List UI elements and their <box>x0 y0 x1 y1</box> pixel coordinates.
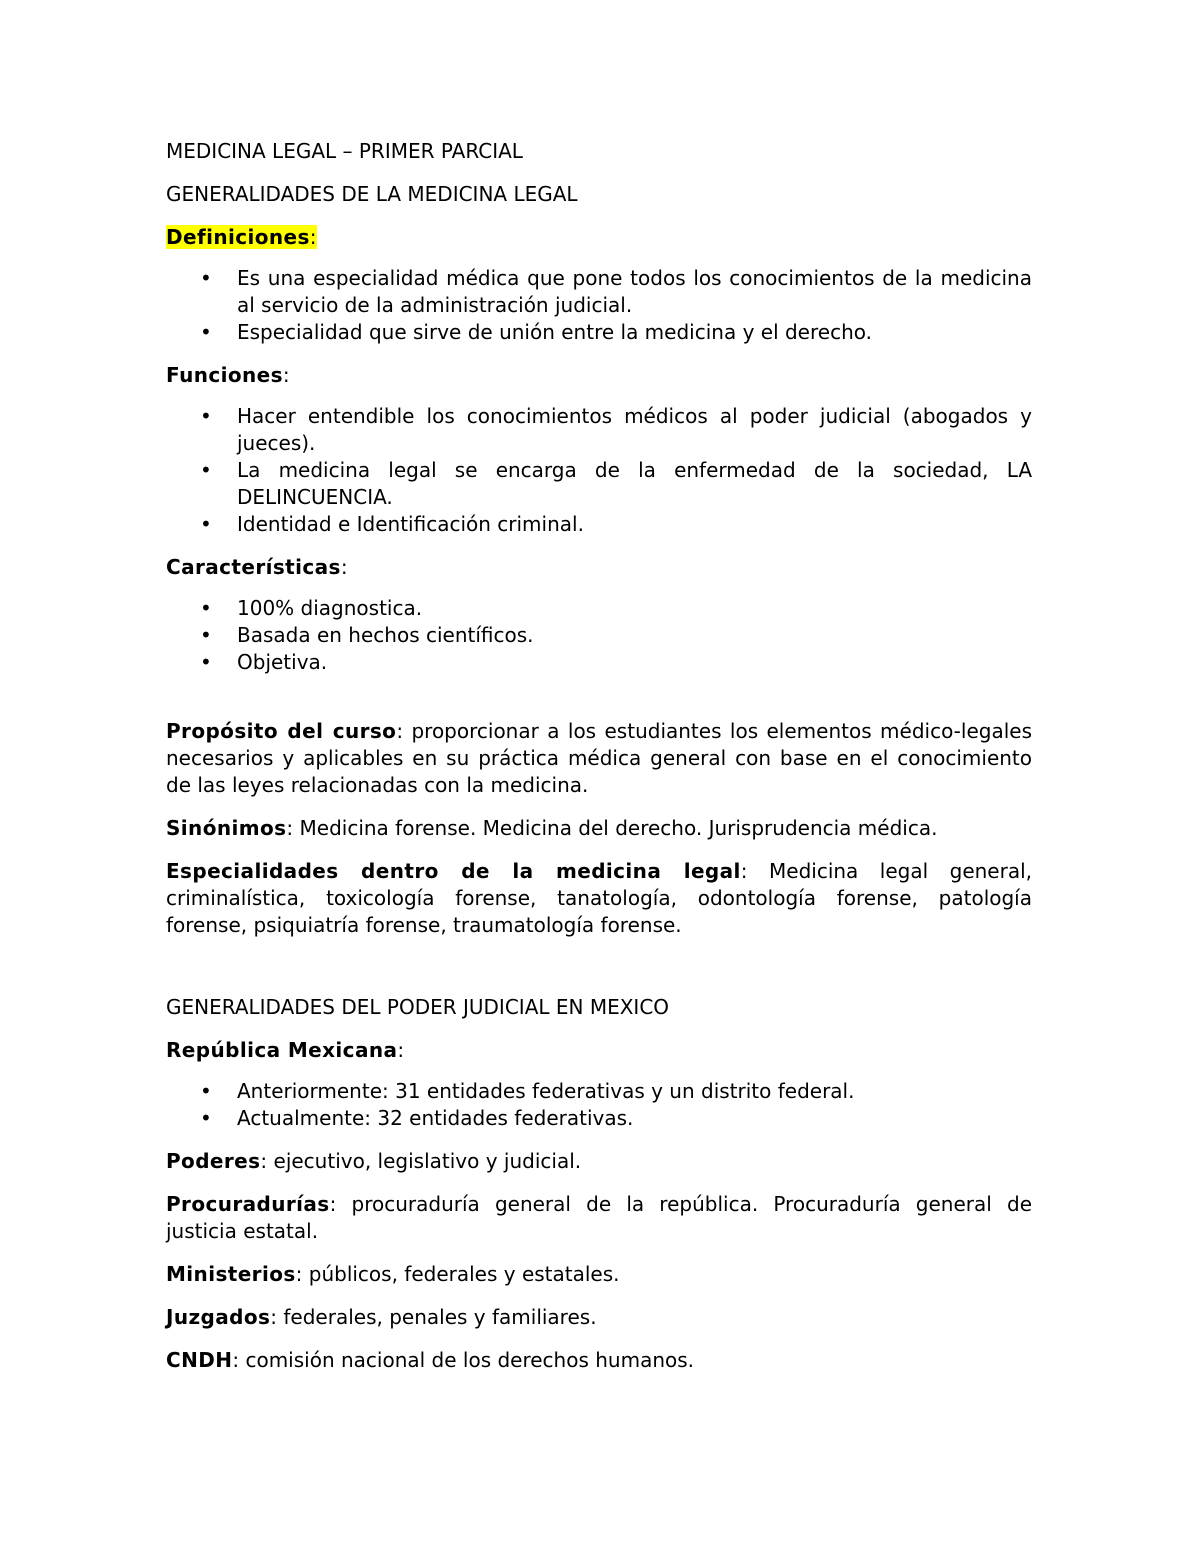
list-item: • Especialidad que sirve de unión entre la medicina y el derecho. <box>200 320 872 344</box>
bullet-icon: • <box>200 1106 212 1130</box>
funciones-label: Funciones <box>166 363 283 387</box>
definiciones-label: Definiciones <box>166 225 310 249</box>
bullet-icon: • <box>200 404 212 428</box>
proposito-label: Propósito del curso <box>166 719 397 743</box>
blank-line <box>166 676 1032 718</box>
bullet-icon: • <box>200 512 212 536</box>
list-item: • Actualmente: 32 entidades federativas. <box>200 1106 634 1130</box>
section-heading-medicina-legal: GENERALIDADES DE LA MEDICINA LEGAL <box>166 182 578 206</box>
list-item: • Es una especialidad médica que pone todos los conocimientos de la medicina al servicio de la administración judicial. <box>200 266 1032 317</box>
bullet-icon: • <box>200 458 212 482</box>
definiciones-heading <box>166 224 1032 251</box>
list-item: • 100% diagnostica. <box>200 596 423 620</box>
poderes-paragraph: Poderes: ejecutivo, legislativo y judicial. <box>166 1149 582 1173</box>
sinonimos-label: Sinónimos <box>166 816 287 840</box>
bullet-icon: • <box>200 266 212 290</box>
sinonimos-paragraph: Sinónimos: Medicina forense. Medicina del derecho. Jurisprudencia médica. <box>166 816 938 840</box>
list-item: • Anteriormente: 31 entidades federativas y un distrito federal. <box>200 1079 855 1103</box>
bullet-icon: • <box>200 650 212 674</box>
document-title: MEDICINA LEGAL – PRIMER PARCIAL <box>166 139 523 163</box>
bullet-icon: • <box>200 623 212 647</box>
list-item: • Objetiva. <box>200 650 328 674</box>
list-item: • La medicina legal se encarga de la enfermedad de la sociedad, LA DELINCUENCIA. <box>200 458 1032 509</box>
especialidades-paragraph: Especialidades dentro de la medicina legal: Medicina legal general, criminalística, toxicología forense, tanatología, odontología forense, patología forense, psiquiatría forense, traumatología forense. <box>166 859 1032 937</box>
cndh-label: CNDH <box>166 1348 233 1372</box>
cndh-paragraph: CNDH: comisión nacional de los derechos humanos. <box>166 1348 695 1372</box>
juzgados-label: Juzgados <box>166 1305 271 1329</box>
ministerios-label: Ministerios <box>166 1262 296 1286</box>
bullet-icon: • <box>200 596 212 620</box>
procuradurias-paragraph: Procuradurías: procuraduría general de la república. Procuraduría general de justicia estatal. <box>166 1192 1032 1243</box>
republica-label: República Mexicana <box>166 1038 398 1062</box>
list-item: • Identidad e Identificación criminal. <box>200 512 584 536</box>
funciones-heading: Funciones: <box>166 363 290 387</box>
procuradurias-label: Procuradurías <box>166 1192 330 1216</box>
republica-heading: República Mexicana: <box>166 1038 405 1062</box>
section-heading-poder-judicial: GENERALIDADES DEL PODER JUDICIAL EN MEXICO <box>166 995 670 1019</box>
especialidades-label: Especialidades dentro de la medicina legal <box>166 859 741 883</box>
bullet-icon: • <box>200 320 212 344</box>
caracteristicas-label: Características <box>166 555 341 579</box>
caracteristicas-list <box>166 595 1032 676</box>
poderes-label: Poderes <box>166 1149 261 1173</box>
bullet-icon: • <box>200 1079 212 1103</box>
ministerios-paragraph: Ministerios: públicos, federales y estatales. <box>166 1262 620 1286</box>
proposito-paragraph: Propósito del curso: proporcionar a los estudiantes los elementos médico-legales necesarios y aplicables en su práctica médica general con base en el conocimiento de las leyes relacionadas con la medicina. <box>166 719 1032 797</box>
funciones-list <box>166 403 1032 538</box>
juzgados-paragraph: Juzgados: federales, penales y familiares. <box>166 1305 597 1329</box>
republica-list <box>166 1078 1032 1132</box>
caracteristicas-heading: Características: <box>166 555 348 579</box>
definiciones-colon: : <box>309 225 317 249</box>
list-item: • Hacer entendible los conocimientos médicos al poder judicial (abogados y jueces). <box>200 404 1032 455</box>
definiciones-list <box>166 265 1032 346</box>
list-item: • Basada en hechos científicos. <box>200 623 534 647</box>
